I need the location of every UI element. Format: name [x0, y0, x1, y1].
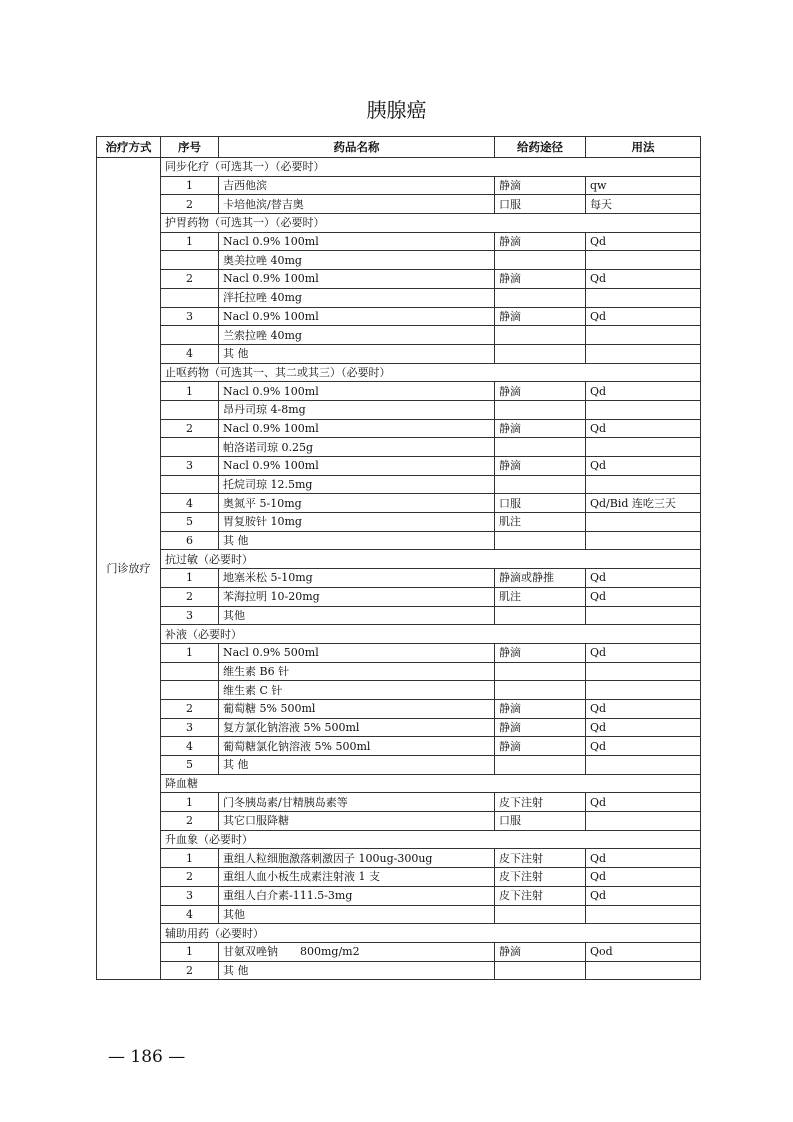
row-number: 1 — [161, 793, 219, 812]
drug-name: 重组人白介素-111.5-3mg — [219, 886, 495, 905]
route: 皮下注射 — [495, 886, 586, 905]
usage — [586, 344, 701, 363]
usage: Qd — [586, 886, 701, 905]
drug-name: 卡培他滨/替吉奥 — [219, 195, 495, 214]
row-number — [161, 662, 219, 681]
drug-name: 奥氮平 5-10mg — [219, 494, 495, 513]
route: 静滴 — [495, 232, 586, 251]
group-label: 止呕药物（可选其一、其二或其三）（必要时） — [161, 363, 701, 382]
route: 静滴 — [495, 699, 586, 718]
usage: Qd — [586, 699, 701, 718]
route — [495, 344, 586, 363]
row-number: 2 — [161, 868, 219, 887]
drug-name: Nacl 0.9% 100ml — [219, 382, 495, 401]
usage: Qd — [586, 382, 701, 401]
usage: Qd/Bid 连吃三天 — [586, 494, 701, 513]
treatment-mode-cell: 门诊放疗 — [97, 158, 161, 980]
group-label: 辅助用药（必要时） — [161, 924, 701, 943]
group-label: 同步化疗（可选其一）（必要时） — [161, 158, 701, 177]
row-number: 3 — [161, 886, 219, 905]
drug-name: 维生素 C 针 — [219, 681, 495, 700]
group-label: 升血象（必要时） — [161, 830, 701, 849]
row-number — [161, 326, 219, 345]
table-row — [97, 718, 701, 737]
page-number: — 186 — — [108, 1047, 186, 1067]
table-row — [97, 288, 701, 307]
row-number: 5 — [161, 513, 219, 532]
usage: Qd — [586, 569, 701, 588]
page-title: 胰腺癌 — [366, 98, 427, 122]
group-label: 抗过敏（必要时） — [161, 550, 701, 569]
row-number: 1 — [161, 942, 219, 961]
drug-name: 门冬胰岛素/甘精胰岛素等 — [219, 793, 495, 812]
usage: Qd — [586, 270, 701, 289]
usage — [586, 326, 701, 345]
group-header-row — [97, 924, 701, 943]
table-row — [97, 662, 701, 681]
usage: Qd — [586, 587, 701, 606]
route — [495, 251, 586, 270]
table-row — [97, 232, 701, 251]
row-number: 1 — [161, 643, 219, 662]
group-label: 补液（必要时） — [161, 625, 701, 644]
table-row — [97, 457, 701, 476]
table-row — [97, 569, 701, 588]
drug-name: Nacl 0.9% 100ml — [219, 232, 495, 251]
route — [495, 681, 586, 700]
row-number: 3 — [161, 307, 219, 326]
drug-name: 重组人粒细胞激落刺激因子 100ug-300ug — [219, 849, 495, 868]
drug-name: Nacl 0.9% 100ml — [219, 307, 495, 326]
row-number: 1 — [161, 849, 219, 868]
usage: Qd — [586, 457, 701, 476]
group-header-row — [97, 830, 701, 849]
route: 静滴 — [495, 718, 586, 737]
usage: Qd — [586, 307, 701, 326]
table-row — [97, 606, 701, 625]
route: 静滴 — [495, 307, 586, 326]
drug-name: 重组人血小板生成素注射液 1 支 — [219, 868, 495, 887]
drug-name: 其他 — [219, 905, 495, 924]
row-number — [161, 288, 219, 307]
route: 静滴 — [495, 643, 586, 662]
row-number: 3 — [161, 457, 219, 476]
usage — [586, 905, 701, 924]
group-header-row — [97, 214, 701, 233]
route: 静滴或静推 — [495, 569, 586, 588]
table-row — [97, 438, 701, 457]
route: 静滴 — [495, 270, 586, 289]
table-row — [97, 400, 701, 419]
table-row — [97, 699, 701, 718]
drug-name: 复方氯化钠溶液 5% 500ml — [219, 718, 495, 737]
table-row — [97, 905, 701, 924]
header-usage: 用法 — [586, 137, 701, 158]
usage — [586, 662, 701, 681]
row-number: 4 — [161, 905, 219, 924]
usage — [586, 961, 701, 980]
row-number: 2 — [161, 587, 219, 606]
drug-name: 帕洛诺司琼 0.25g — [219, 438, 495, 457]
route: 肌注 — [495, 513, 586, 532]
header-treatment-mode: 治疗方式 — [97, 137, 161, 158]
row-number — [161, 475, 219, 494]
drug-name: Nacl 0.9% 100ml — [219, 419, 495, 438]
drug-name: 兰索拉唑 40mg — [219, 326, 495, 345]
usage — [586, 681, 701, 700]
route — [495, 400, 586, 419]
row-number — [161, 438, 219, 457]
group-header-row — [97, 363, 701, 382]
row-number: 2 — [161, 812, 219, 831]
drug-name: 吉西他滨 — [219, 176, 495, 195]
table-row — [97, 942, 701, 961]
medication-table — [96, 136, 701, 980]
route — [495, 961, 586, 980]
table-row — [97, 195, 701, 214]
table-row — [97, 886, 701, 905]
table-row — [97, 531, 701, 550]
route: 静滴 — [495, 737, 586, 756]
row-number: 1 — [161, 569, 219, 588]
route: 皮下注射 — [495, 793, 586, 812]
usage: Qd — [586, 849, 701, 868]
row-number: 2 — [161, 699, 219, 718]
drug-name: 苯海拉明 10-20mg — [219, 587, 495, 606]
drug-name: 葡萄糖氯化钠溶液 5% 500ml — [219, 737, 495, 756]
route: 口服 — [495, 195, 586, 214]
route — [495, 662, 586, 681]
drug-name: 泮托拉唑 40mg — [219, 288, 495, 307]
route: 静滴 — [495, 382, 586, 401]
drug-name: Nacl 0.9% 100ml — [219, 270, 495, 289]
row-number: 4 — [161, 494, 219, 513]
usage — [586, 438, 701, 457]
table-row — [97, 475, 701, 494]
drug-name: 奥美拉唑 40mg — [219, 251, 495, 270]
row-number: 3 — [161, 718, 219, 737]
header-route: 给药途径 — [495, 137, 586, 158]
route — [495, 326, 586, 345]
usage: Qd — [586, 643, 701, 662]
usage — [586, 812, 701, 831]
header-drug-name: 药品名称 — [219, 137, 495, 158]
drug-name: Nacl 0.9% 500ml — [219, 643, 495, 662]
table-row — [97, 587, 701, 606]
usage: 每天 — [586, 195, 701, 214]
usage: Qd — [586, 419, 701, 438]
table-row — [97, 812, 701, 831]
table-row — [97, 307, 701, 326]
drug-name: 胃复胺针 10mg — [219, 513, 495, 532]
row-number: 1 — [161, 382, 219, 401]
drug-name: 其他 — [219, 606, 495, 625]
row-number: 6 — [161, 531, 219, 550]
table-header-row — [97, 137, 701, 158]
drug-name: 昂丹司琼 4-8mg — [219, 400, 495, 419]
table-row — [97, 849, 701, 868]
usage: qw — [586, 176, 701, 195]
route — [495, 756, 586, 775]
drug-name: 维生素 B6 针 — [219, 662, 495, 681]
usage — [586, 251, 701, 270]
route: 皮下注射 — [495, 849, 586, 868]
route — [495, 438, 586, 457]
group-header-row — [97, 625, 701, 644]
usage — [586, 288, 701, 307]
row-number: 2 — [161, 270, 219, 289]
route: 静滴 — [495, 457, 586, 476]
drug-name: 其 他 — [219, 531, 495, 550]
route: 静滴 — [495, 942, 586, 961]
table-row — [97, 419, 701, 438]
route — [495, 475, 586, 494]
group-header-row — [97, 550, 701, 569]
group-header-row — [97, 774, 701, 793]
table-row — [97, 643, 701, 662]
group-label: 降血糖 — [161, 774, 701, 793]
usage: Qd — [586, 718, 701, 737]
route: 口服 — [495, 494, 586, 513]
table-row — [97, 251, 701, 270]
usage — [586, 756, 701, 775]
row-number: 1 — [161, 232, 219, 251]
table-row — [97, 382, 701, 401]
table-row — [97, 513, 701, 532]
header-number: 序号 — [161, 137, 219, 158]
usage: Qd — [586, 737, 701, 756]
usage: Qd — [586, 232, 701, 251]
drug-name: 其它口服降糖 — [219, 812, 495, 831]
drug-name: 地塞米松 5-10mg — [219, 569, 495, 588]
row-number: 2 — [161, 419, 219, 438]
table-row — [97, 737, 701, 756]
drug-name: Nacl 0.9% 100ml — [219, 457, 495, 476]
table-row — [97, 756, 701, 775]
drug-name: 甘氨双唑钠 800mg/m2 — [219, 942, 495, 961]
row-number: 1 — [161, 176, 219, 195]
route — [495, 288, 586, 307]
drug-name: 其 他 — [219, 344, 495, 363]
table-row — [97, 344, 701, 363]
route: 肌注 — [495, 587, 586, 606]
table-row — [97, 961, 701, 980]
group-header-row — [97, 158, 701, 177]
route: 静滴 — [495, 176, 586, 195]
drug-name: 其 他 — [219, 961, 495, 980]
table-row — [97, 494, 701, 513]
route — [495, 606, 586, 625]
usage — [586, 513, 701, 532]
drug-name: 葡萄糖 5% 500ml — [219, 699, 495, 718]
usage — [586, 475, 701, 494]
usage: Qd — [586, 793, 701, 812]
usage — [586, 400, 701, 419]
row-number: 4 — [161, 344, 219, 363]
row-number — [161, 681, 219, 700]
table-body — [97, 158, 701, 980]
drug-name: 其 他 — [219, 756, 495, 775]
route: 口服 — [495, 812, 586, 831]
table-row — [97, 326, 701, 345]
route: 皮下注射 — [495, 868, 586, 887]
row-number: 4 — [161, 737, 219, 756]
table-row — [97, 176, 701, 195]
table-row — [97, 681, 701, 700]
table-row — [97, 868, 701, 887]
usage: Qod — [586, 942, 701, 961]
usage: Qd — [586, 868, 701, 887]
route: 静滴 — [495, 419, 586, 438]
row-number — [161, 400, 219, 419]
table-row — [97, 793, 701, 812]
usage — [586, 531, 701, 550]
row-number: 3 — [161, 606, 219, 625]
table-row — [97, 270, 701, 289]
usage — [586, 606, 701, 625]
route — [495, 531, 586, 550]
route — [495, 905, 586, 924]
row-number: 5 — [161, 756, 219, 775]
group-label: 护胃药物（可选其一）（必要时） — [161, 214, 701, 233]
drug-name: 托烷司琼 12.5mg — [219, 475, 495, 494]
row-number: 2 — [161, 195, 219, 214]
row-number: 2 — [161, 961, 219, 980]
row-number — [161, 251, 219, 270]
